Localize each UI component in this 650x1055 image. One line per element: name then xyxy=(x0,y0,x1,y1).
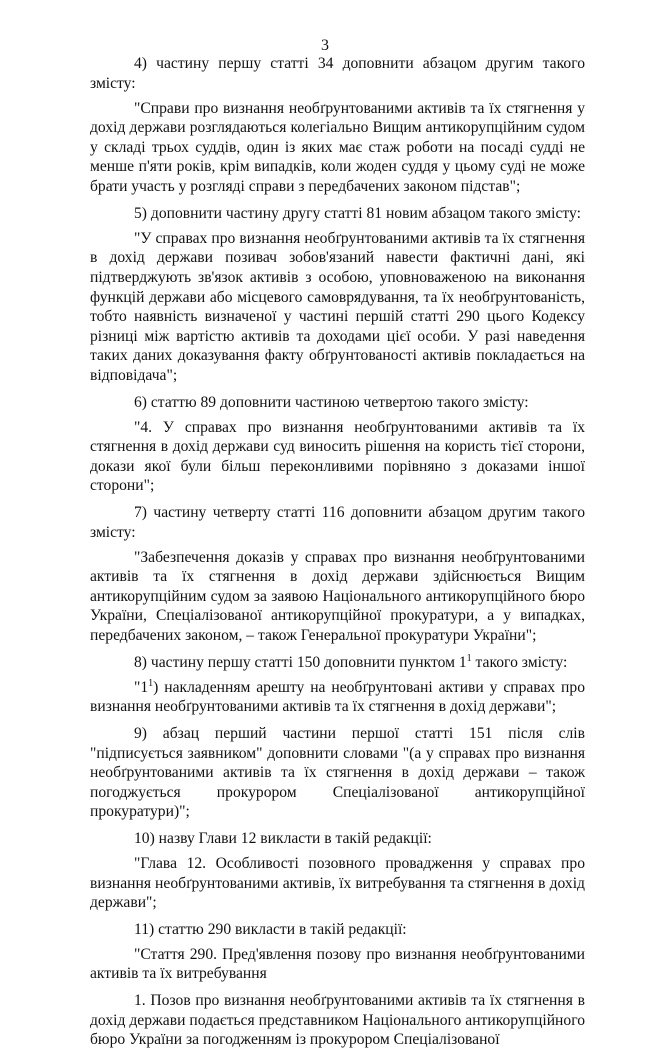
item-8-quote-text-a: "1 xyxy=(134,678,149,696)
item-11-article-title: "Стаття 290. Пред'явлення позову про визнання необґрунтованими активів та їх витребування xyxy=(90,945,585,983)
item-5-quote: "У справах про визнання необґрунтованими активів та їх стягнення в дохід держави позивач зобов'язаний навести фактичні дані, які підтверджують зв'язок активів з особою, уповноваженою на виконання функцій держави або місцевого самоврядування, та їх необґрунтованість, тобто наявність визначеної у частині першій статті 290 цього Кодексу різниці між вартістю активів та доходами цієї особи. У разі наведення таких даних доказування факту обґрунтованості активів покладається на відповідача"; xyxy=(90,229,585,384)
item-8-intro xyxy=(90,653,585,673)
item-7-intro: 7) частину четверту статті 116 доповнити абзацом другим такого змісту: xyxy=(90,503,585,541)
page-number: 3 xyxy=(321,37,329,54)
item-10-quote: "Глава 12. Особливості позовного провадження у справах про визнання необґрунтованими активів, їх витребування та стягнення в дохід держави"; xyxy=(90,854,585,912)
document-body xyxy=(90,54,585,1055)
item-5-intro: 5) доповнити частину другу статті 81 новим абзацом такого змісту: xyxy=(134,204,581,222)
item-6-intro: 6) статтю 89 доповнити частиною четвертою такого змісту: xyxy=(134,393,529,411)
item-4-intro: 4) частину першу статті 34 доповнити абзацом другим такого змісту: xyxy=(90,55,585,92)
item-10-intro: 10) назву Глави 12 викласти в такій редакції: xyxy=(134,829,432,847)
item-8-intro-text-a: 8) частину першу статті 150 доповнити пунктом 1 xyxy=(134,653,467,671)
item-8-quote-text-b: ) накладенням арешту на необґрунтовані активи у справах про визнання необґрунтованими активів та їх стягнення в дохід держави"; xyxy=(90,678,585,716)
item-8-intro-superscript: 1 xyxy=(466,652,472,664)
item-11-point-1: 1. Позов про визнання необґрунтованими активів та їх стягнення в дохід держави подається представником Національного антикорупційного бюро України за погодженням із прокурором Спеціалізованої xyxy=(90,992,585,1049)
item-8-quote xyxy=(90,678,585,717)
item-7-quote: "Забезпечення доказів у справах про визнання необґрунтованими активів та їх стягнення в дохід держави здійснюється Вищим антикорупційним судом за заявою Національного антикорупційного бюро України, Спеціалізованої антикорупційної прокуратури, а у випадках, передбачених законом, – також Генеральної прокуратури України"; xyxy=(90,548,585,645)
item-9: 9) абзац перший частини першої статті 151 після слів "підписується заявником" доповнити словами "(а у справах про визнання необґрунтованими активів та їх стягнення в дохід держави – також погоджується прокурором Спеціалізованої антикорупційної прокуратури)"; xyxy=(90,724,585,821)
item-4-quote: "Справи про визнання необґрунтованими активів та їх стягнення у дохід держави розглядаються колегіально Вищим антикорупційним судом у складі трьох суддів, один із яких має стаж роботи на посаді судді не менше п'яти років, крім випадків, коли жоден суддя у цьому суді не може брати участь у розгляді справи з передбачених законом підстав"; xyxy=(90,99,585,196)
item-11-intro: 11) статтю 290 викласти в такій редакції: xyxy=(134,920,407,938)
item-8-intro-text-b: такого змісту: xyxy=(471,653,568,671)
item-8-quote-superscript: 1 xyxy=(148,677,154,689)
item-6-quote: "4. У справах про визнання необґрунтованими активів та їх стягнення в дохід держави суд виносить рішення на користь тієї сторони, докази якої були більш переконливими порівняно з доказами іншої сторони"; xyxy=(90,418,585,495)
